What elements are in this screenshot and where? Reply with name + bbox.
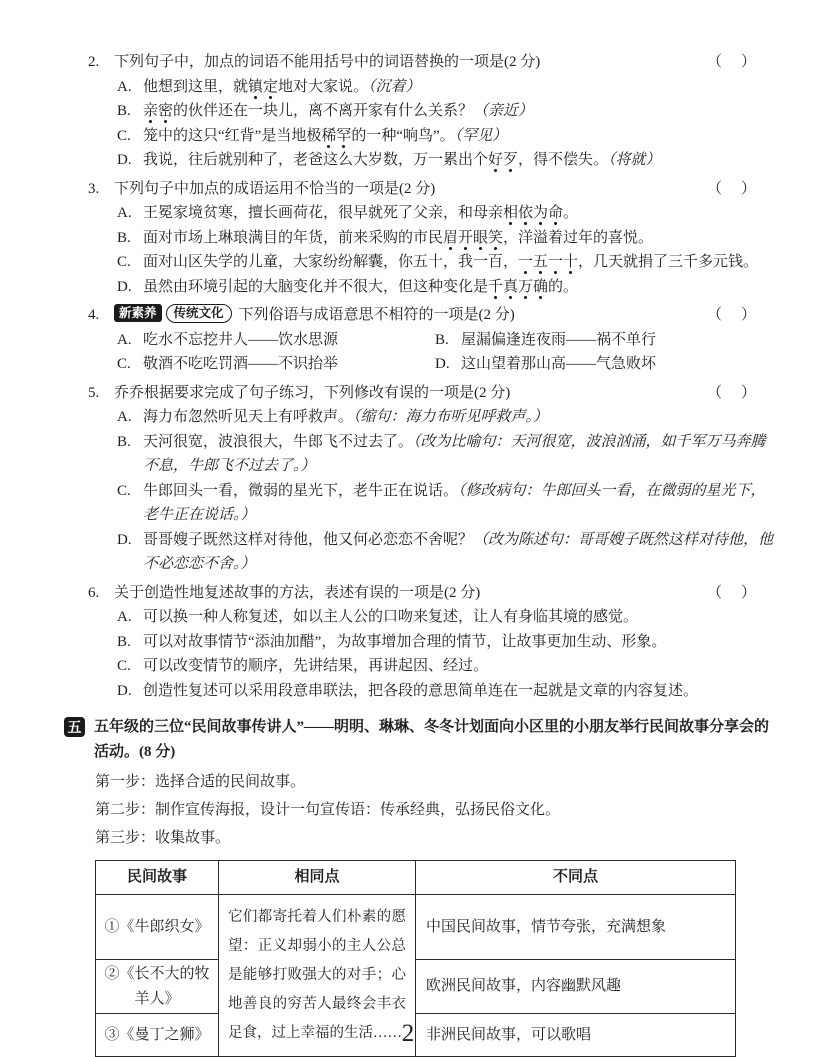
option-c (117, 654, 776, 679)
section-number-badge: 五 (64, 717, 85, 737)
table-header-row (96, 861, 736, 895)
option-b (117, 99, 776, 124)
question-6-title-row (88, 581, 776, 606)
options (117, 75, 776, 173)
question-4 (88, 303, 776, 377)
column-header-diff: 不同点 (416, 861, 736, 895)
option-label: A. (117, 205, 132, 221)
option-c (117, 124, 776, 149)
option-text: 亲密的伙伴还在一块儿，离不离开家有什么关系？（亲近） (143, 103, 533, 124)
option-c (117, 250, 776, 275)
option-label: A. (117, 78, 132, 95)
answer-brackets: （ ） (706, 54, 758, 70)
new-literacy-badge: 新素养 (114, 304, 162, 322)
option-label: D. (117, 531, 132, 548)
option-label: D. (117, 682, 132, 699)
answer-brackets: （ ） (706, 180, 758, 197)
option-c (117, 352, 435, 377)
option-a (117, 75, 776, 100)
option-label: C. (117, 127, 131, 144)
option-text: 吃水不忘挖井人——饮水思源 (143, 331, 339, 348)
option-label: C. (117, 356, 131, 372)
question-title: 乔乔根据要求完成了句子练习，下列修改有误的一项是(2 分) (114, 384, 511, 401)
option-label: B. (117, 229, 131, 246)
option-label: D. (435, 356, 450, 372)
difference-cell: 非洲民间故事，可以歌唱 (416, 1014, 736, 1057)
story-cell: ③《曼丁之狮》 (96, 1014, 219, 1057)
difference-cell: 欧洲民间故事，内容幽默风趣 (416, 960, 736, 1014)
option-text: 屋漏偏逢连夜雨——祸不单行 (461, 331, 657, 348)
story-cell: ②《长不大的牧羊人》 (96, 960, 219, 1014)
question-title: 关于创造性地复述故事的方法，表述有误的一项是(2 分) (114, 584, 481, 601)
question-5 (88, 381, 776, 577)
option-d (117, 528, 776, 577)
same-point-cell: 它们都寄托着人们朴素的愿望：正义却弱小的主人公总是能够打败强大的对手；心地善良的穷苦人最终会丰衣足食，过上幸福的生活…… (219, 895, 416, 1057)
option-a (117, 328, 435, 353)
option-text: 虽然由环境引起的大脑变化并不很大，但这种变化是千真万确的。 (143, 279, 578, 300)
option-label: B. (117, 633, 131, 650)
question-6 (88, 581, 776, 704)
option-a (117, 405, 776, 430)
option-text: 哥哥嫂子既然这样对待他，他又何必恋恋不舍呢？（改为陈述句：哥哥嫂子既然这样对待他，他不必恋恋不舍。） (143, 531, 774, 572)
question-number: 4. (88, 307, 100, 323)
story-cell: ①《牛郎织女》 (96, 895, 219, 960)
table-row (96, 1014, 736, 1057)
option-text: 这山望着那山高——气急败坏 (461, 356, 657, 372)
option-d (117, 275, 776, 300)
question-2-title-row (88, 50, 776, 75)
question-3 (88, 177, 776, 300)
options (117, 328, 776, 377)
page-number: 2 (401, 1020, 415, 1047)
question-number: 2. (88, 54, 100, 70)
option-text: 他想到这里，就镇定地对大家说。（沉着） (143, 79, 421, 100)
option-label: C. (117, 482, 131, 499)
option-b (117, 430, 776, 479)
option-a (117, 605, 776, 630)
option-label: C. (117, 658, 131, 674)
question-number: 5. (88, 384, 100, 401)
table-row (96, 895, 736, 960)
option-label: B. (435, 331, 449, 348)
folk-story-table (95, 860, 736, 1057)
step-2: 第二步：制作宣传海报，设计一句宣传语：传承经典，弘扬民俗文化。 (95, 802, 561, 818)
traditional-culture-badge: 传统文化 (166, 304, 232, 323)
option-text: 敬酒不吃吃罚酒——不识抬举 (143, 356, 339, 372)
option-label: C. (117, 254, 131, 270)
option-text: 笼中的这只“红背”是当地极稀罕的一种“响鸟”。（罕见） (143, 128, 507, 149)
option-text: 面对市场上琳琅满目的年货，前来采购的市民眉开眼笑，洋溢着过年的喜悦。 (143, 230, 653, 251)
option-b (435, 328, 776, 353)
option-d (117, 148, 776, 173)
option-d (435, 352, 776, 377)
question-title-text: 下列俗语与成语意思不相符的一项是(2 分) (238, 307, 515, 323)
option-label: B. (117, 103, 131, 119)
step-3: 第三步：收集故事。 (95, 830, 231, 846)
question-5-title-row (88, 381, 776, 406)
option-text: 牛郎回头一看，微弱的星光下，老牛正在说话。（修改病句：牛郎回头一看，在微弱的星光下，老牛正在说话。） (143, 482, 766, 523)
option-text: 王冕家境贫寒，擅长画荷花，很早就死了父亲，和母亲相依为命。 (143, 205, 578, 226)
column-header-same: 相同点 (219, 861, 416, 895)
difference-cell: 中国民间故事，情节夸张，充满想象 (416, 895, 736, 960)
option-c (117, 479, 776, 528)
option-label: A. (117, 331, 132, 348)
option-b (117, 630, 776, 655)
answer-brackets: （ ） (706, 384, 758, 401)
question-number: 6. (88, 584, 100, 601)
options (117, 605, 776, 703)
option-b (117, 226, 776, 251)
option-text: 创造性复述可以采用段意串联法，把各段的意思简单连在一起就是文章的内容复述。 (143, 682, 699, 699)
options (117, 201, 776, 299)
option-label: D. (117, 152, 132, 168)
option-label: B. (117, 433, 131, 450)
option-text: 天河很宽，波浪很大，牛郎飞不过去了。（改为比喻句：天河很宽，波浪汹涌，如千军万马奔腾不息，牛郎飞不过去了。） (143, 433, 766, 474)
option-text: 可以换一种人称复述，如以主人公的口吻来复述，让人有身临其境的感觉。 (143, 609, 639, 625)
option-text: 面对山区失学的儿童，大家纷纷解囊，你五十，我一百，一五一十，几天就捐了三千多元钱。 (143, 254, 758, 275)
column-header-story: 民间故事 (96, 861, 219, 895)
answer-brackets: （ ） (706, 307, 758, 323)
answer-brackets: （ ） (706, 584, 758, 601)
table-row (96, 960, 736, 1014)
option-text: 我说，往后就别种了，老爸这么大岁数，万一累出个好歹，得不偿失。（将就） (143, 152, 661, 173)
options (117, 405, 776, 577)
option-text: 可以对故事情节“添油加醋”，为故事增加合理的情节，让故事更加生动、形象。 (143, 633, 667, 650)
option-text: 海力布忽然听见天上有呼救声。（缩句：海力布听见呼救声。） (143, 409, 549, 425)
option-a (117, 201, 776, 226)
option-text: 可以改变情节的顺序，先讲结果，再讲起因、经过。 (143, 658, 489, 674)
question-title (114, 303, 697, 328)
section-steps (95, 768, 776, 852)
step-1: 第一步：选择合适的民间故事。 (95, 774, 306, 790)
question-2 (88, 50, 776, 173)
question-4-title-row (88, 303, 776, 328)
option-label: D. (117, 278, 132, 295)
question-number: 3. (88, 180, 100, 197)
option-d (117, 679, 776, 704)
section-five-header (64, 715, 776, 764)
question-3-title-row (88, 177, 776, 202)
question-title: 下列句子中加点的成语运用不恰当的一项是(2 分) (114, 180, 436, 197)
question-title: 下列句子中，加点的词语不能用括号中的词语替换的一项是(2 分) (114, 54, 541, 70)
option-label: A. (117, 609, 132, 625)
section-intro: 五年级的三位“民间故事传讲人”——明明、琳琳、冬冬计划面向小区里的小朋友举行民间故事分享会的活动。(8 分) (94, 719, 770, 760)
section-five (64, 715, 776, 1057)
option-label: A. (117, 409, 132, 425)
